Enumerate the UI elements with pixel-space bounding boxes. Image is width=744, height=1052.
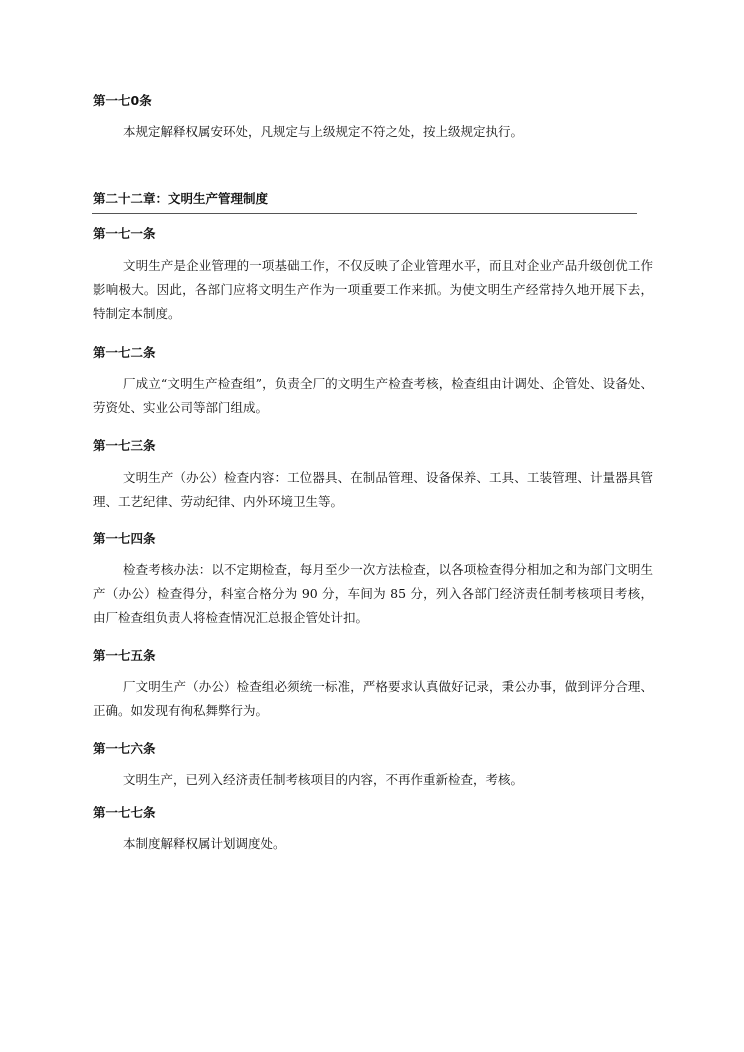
article-heading-174: 第一七四条 — [93, 531, 156, 546]
article-text-171: 文明生产是企业管理的一项基础工作，不仅反映了企业管理水平，而且对企业产品升级创优工作影响极大。因此，各部门应将文明生产作为一项重要工作来抓。为使文明生产经常持久地开展下去，特制定本制度。 — [93, 258, 653, 321]
article-heading-173: 第一七三条 — [93, 438, 156, 453]
article-heading-171: 第一七一条 — [93, 226, 156, 241]
article-heading-175: 第一七五条 — [93, 648, 156, 663]
article-heading-176: 第一七六条 — [93, 741, 156, 756]
article-heading-170: 第一七0条 — [93, 93, 152, 108]
article-heading-172: 第一七二条 — [93, 345, 156, 360]
article-text-174: 检查考核办法：以不定期检查，每月至少一次方法检查，以各项检查得分相加之和为部门文明生产（办公）检查得分，科室合格分为 90 分，车间为 85 分，列入各部门经济责任制考核项目考核，由厂检查组负责人将检查情况汇总报企管处计扣。 — [93, 562, 653, 625]
article-text-177: 本制度解释权属计划调度处。 — [123, 836, 286, 851]
article-text-175: 厂文明生产（办公）检查组必须统一标准，严格要求认真做好记录，秉公办事，做到评分合理、正确。如发现有徇私舞弊行为。 — [93, 679, 653, 718]
article-text-173: 文明生产（办公）检查内容：工位器具、在制品管理、设备保养、工具、工装管理、计量器具管理、工艺纪律、劳动纪律、内外环境卫生等。 — [93, 470, 653, 509]
chapter-title: 第二十二章：文明生产管理制度 — [93, 191, 269, 206]
article-text-172: 厂成立“文明生产检查组”，负责全厂的文明生产检查考核，检查组由计调处、企管处、设备处、劳资处、实业公司等部门组成。 — [93, 376, 653, 415]
article-text-176: 文明生产，已列入经济责任制考核项目的内容，不再作重新检查，考核。 — [123, 772, 524, 787]
article-text-170: 本规定解释权属安环处，凡规定与上级规定不符之处，按上级规定执行。 — [123, 124, 524, 139]
article-heading-177: 第一七七条 — [93, 805, 156, 820]
chapter-divider — [92, 213, 637, 214]
